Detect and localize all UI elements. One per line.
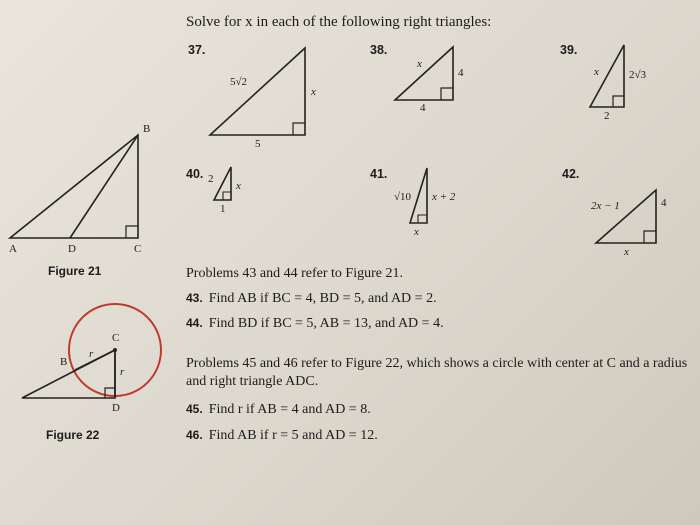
problems-45-46-intro-line1: Problems 45 and 46 refer to Figure 22, which shows a circle with center at C and a radius <box>186 356 688 371</box>
problem-41-number: 41. <box>370 167 388 181</box>
problem-37-hypotenuse-label: 5√2 <box>230 76 248 88</box>
figure22-vertex-B: B <box>60 356 68 368</box>
problem-43-number: 43. <box>186 291 203 305</box>
problem-39-base-label: 2 <box>604 110 610 122</box>
problem-43 <box>186 291 437 307</box>
problem-42-right-label: 4 <box>661 197 667 209</box>
right-angle-39 <box>613 96 624 107</box>
problem-38-right-label: 4 <box>458 67 464 79</box>
problem-46 <box>186 428 378 444</box>
figure21-triangle <box>10 135 138 238</box>
problem-45-number: 45. <box>186 402 203 416</box>
figure22-radius-label-1: r <box>89 348 94 360</box>
problem-45 <box>186 402 371 418</box>
problem-44-number: 44. <box>186 316 203 330</box>
figure22-radius-CB <box>75 350 115 370</box>
problem-44 <box>186 316 444 332</box>
problem-40-left-label: 2 <box>208 173 214 185</box>
figure21-vertex-C: C <box>134 243 142 255</box>
right-angle-40 <box>223 192 231 200</box>
figure22-vertex-D: D <box>112 402 120 414</box>
problem-39-x-label: x <box>594 66 599 78</box>
right-angle-38 <box>441 88 453 100</box>
figure21-segment-BD <box>70 135 138 238</box>
problem-37-number: 37. <box>188 43 206 57</box>
problem-40-number: 40. <box>186 167 204 181</box>
problem-40-x-label: x <box>236 180 241 192</box>
problem-41-right-label: x + 2 <box>432 191 456 203</box>
problems-45-46-intro-line2: and right triangle ADC. <box>186 374 319 389</box>
triangle-38 <box>395 47 453 100</box>
instruction-heading: Solve for x in each of the following right triangles: <box>186 14 492 30</box>
triangle-42 <box>596 190 656 243</box>
problem-46-text: Find AB if r = 5 and AD = 12. <box>208 428 378 443</box>
problem-43-text: Find AB if BC = 4, BD = 5, and AD = 2. <box>208 291 437 306</box>
problem-37-base-label: 5 <box>255 138 261 150</box>
problem-45-text: Find r if AB = 4 and AD = 8. <box>208 402 371 417</box>
problem-44-text: Find BD if BC = 5, AB = 13, and AD = 4. <box>208 316 444 331</box>
figure21-vertex-B: B <box>143 123 151 135</box>
figure22-center-dot <box>113 348 117 352</box>
figure22-radius-label-2: r <box>120 366 125 378</box>
problem-42-left-label: 2x − 1 <box>591 200 620 212</box>
right-angle-41 <box>418 215 427 223</box>
problem-38-x-label: x <box>417 58 422 70</box>
problem-38-base-label: 4 <box>420 102 426 114</box>
figure21-right-angle <box>126 226 138 238</box>
problem-37-unknown-label: x <box>311 86 316 98</box>
problems-43-44-intro: Problems 43 and 44 refer to Figure 21. <box>186 266 403 281</box>
problem-39-right-label: 2√3 <box>629 69 647 81</box>
problem-39-number: 39. <box>560 43 578 57</box>
figure22-caption: Figure 22 <box>46 428 100 442</box>
right-angle-37 <box>293 123 305 135</box>
figure22-vertex-C: C <box>112 332 120 344</box>
problem-46-number: 46. <box>186 428 203 442</box>
problem-41-base-label: x <box>414 226 419 238</box>
figure21-caption: Figure 21 <box>48 264 102 278</box>
problem-42-number: 42. <box>562 167 580 181</box>
problem-38-number: 38. <box>370 43 388 57</box>
figure21-vertex-A: A <box>9 243 17 255</box>
problem-42-base-label: x <box>624 246 629 258</box>
problem-41-left-label: √10 <box>394 191 412 203</box>
right-angle-42 <box>644 231 656 243</box>
figure21-vertex-D: D <box>68 243 76 255</box>
triangle-37 <box>210 48 305 135</box>
problem-40-base-label: 1 <box>220 203 226 215</box>
